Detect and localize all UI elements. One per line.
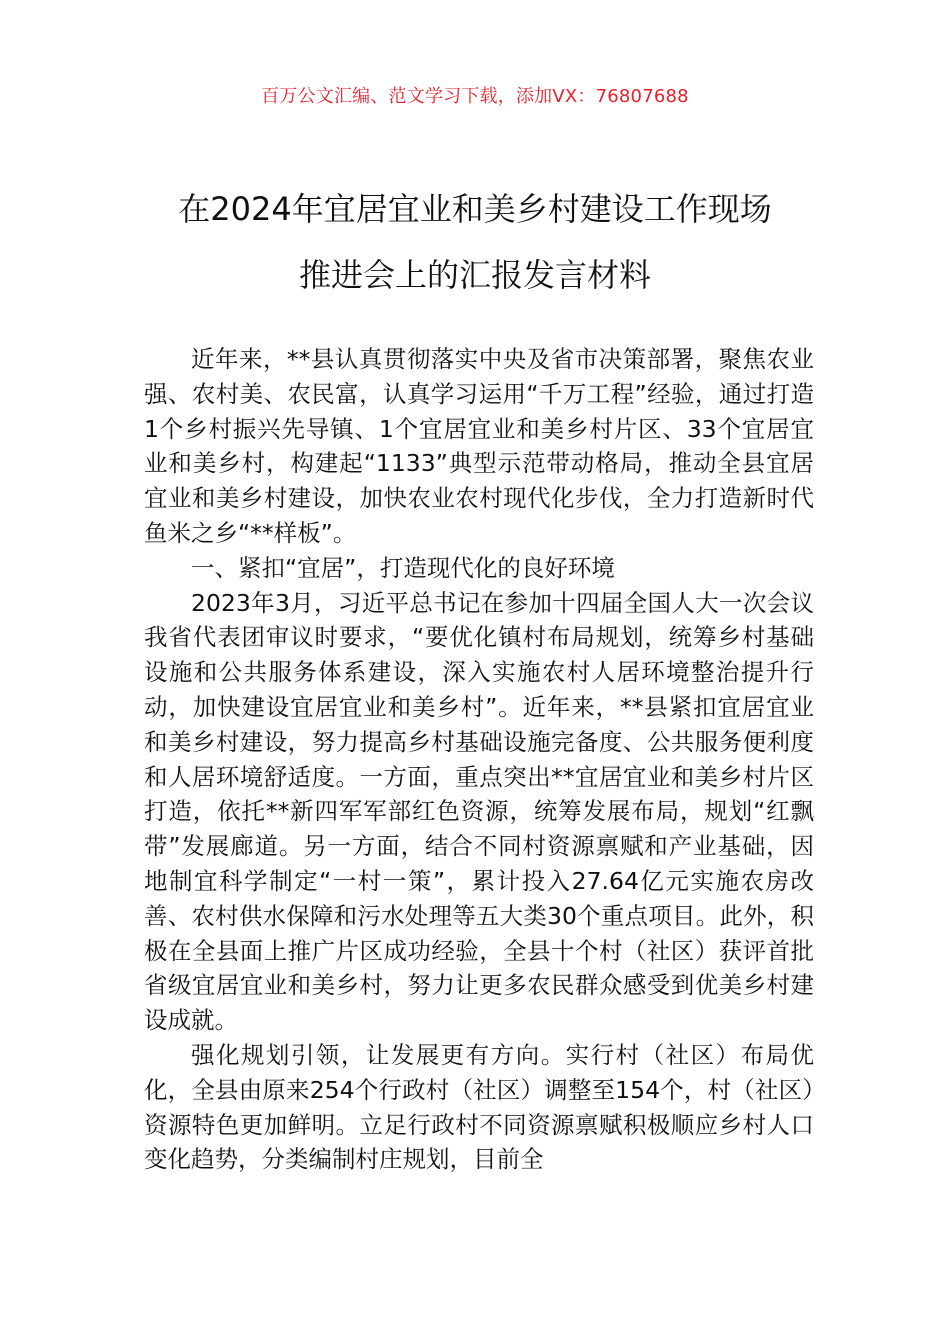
paragraph-intro: 近年来，**县认真贯彻落实中央及省市决策部署，聚焦农业强、农村美、农民富，认真学习运用“千万工程”经验，通过打造1个乡村振兴先导镇、1个宜居宜业和美乡村片区、33个宜居宜业和美乡村，构建起“1133”典型示范带动格局，推动全县宜居宜业和美乡村建设，加快农业农村现代化步伐，全力打造新时代鱼米之乡“**样板”。 bbox=[144, 345, 814, 547]
title-line-1: 在2024年宜居宜业和美乡村建设工作现场 bbox=[178, 190, 772, 228]
title-line-2: 推进会上的汇报发言材料 bbox=[298, 256, 651, 294]
paragraph-section-1: 2023年3月，习近平总书记在参加十四届全国人大一次会议我省代表团审议时要求，“要优化镇村布局规划，统筹乡村基础设施和公共服务体系建设，深入实施农村人居环境整治提升行动，加快建设宜居宜业和美乡村”。近年来，**县紧扣宜居宜业和美乡村建设，努力提高乡村基础设施完备度、公共服务便利度和人居环境舒适度。一方面，重点突出**宜居宜业和美乡村片区打造，依托**新四军军部红色资源，统筹发展布局，规划“红飘带”发展廊道。另一方面，结合不同村资源禀赋和产业基础，因地制宜科学制定“一村一策”，累计投入27.64亿元实施农房改善、农村供水保障和污水处理等五大类30个重点项目。此外，积极在全县面上推广片区成功经验，全县十个村（社区）获评首批省级宜居宜业和美乡村，努力让更多农民群众感受到优美乡村建设成就。 bbox=[144, 588, 814, 1035]
document-title bbox=[100, 176, 850, 308]
document-body bbox=[144, 342, 814, 1177]
section-heading-1: 一、紧扣“宜居”，打造现代化的良好环境 bbox=[191, 553, 615, 582]
header-banner: 百万公文汇编、范文学习下载，添加VX：76807688 bbox=[261, 86, 689, 107]
paragraph-planning: 强化规划引领，让发展更有方向。实行村（社区）布局优化，全县由原来254个行政村（社区）调整至154个，村（社区）资源特色更加鲜明。立足行政村不同资源禀赋积极顺应乡村人口变化趋势，分类编制村庄规划，目前全 bbox=[144, 1040, 814, 1174]
